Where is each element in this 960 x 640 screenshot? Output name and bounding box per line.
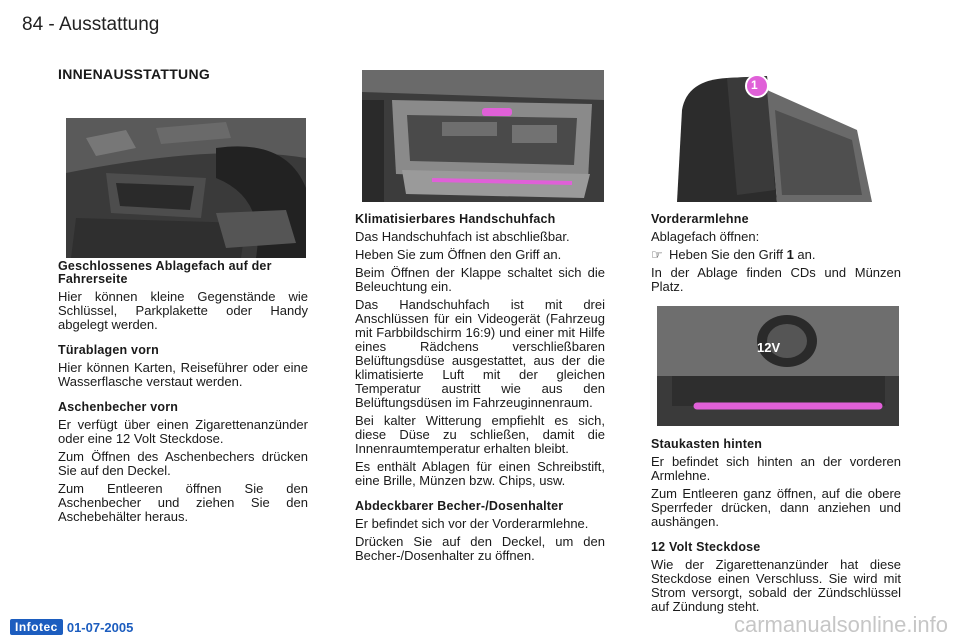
heading-driver-compartment: Geschlossenes Ablagefach auf der Fahrerseite bbox=[58, 259, 272, 286]
text-glove-box-5: Bei kalter Witterung empfiehlt es sich, diese Düse zu schließen, damit die Innenraumtemperatur erhalten bleibt. bbox=[355, 413, 605, 456]
heading-rear-storage: Staukasten hinten bbox=[651, 437, 763, 451]
text-glove-box-4: Das Handschuhfach ist mit drei Anschlüssen für ein Videogerät (Fahrzeug mit Farbbildschirm 16:9) und einer mit Hilfe eines Rädchens verschließbaren Belüftungsdüse ausgestattet, aus der die klimatisierte Luft mit der gleichen Temperatur austritt wie aus den Belüftungsdüsen im Fahrzeuginnenraum. bbox=[355, 297, 605, 410]
text-armrest-cds: In der Ablage finden CDs und Münzen Platz. bbox=[651, 265, 901, 294]
page-number: 84 bbox=[22, 14, 44, 35]
text-rear-storage-2: Zum Entleeren ganz öffnen, auf die obere Sperrfeder drücken, dann anziehen und aushängen. bbox=[651, 486, 901, 529]
armrest-marker-label: 1 bbox=[751, 78, 758, 92]
text-cup-holder-2: Drücken Sie auf den Deckel, um den Becher-/Dosenhalter zu öffnen. bbox=[355, 534, 605, 563]
text-ashtray-1: Er verfügt über einen Zigarettenanzünder oder eine 12 Volt Steckdose. bbox=[58, 417, 308, 446]
photo-driver-compartment bbox=[66, 118, 306, 258]
bullet-handle-number: 1 bbox=[786, 247, 794, 262]
header-separator: - bbox=[48, 14, 55, 35]
page-header bbox=[22, 14, 159, 36]
text-cup-holder-1: Er befindet sich vor der Vorderarmlehne. bbox=[355, 516, 589, 531]
column-middle bbox=[355, 213, 605, 567]
heading-front-armrest: Vorderarmlehne bbox=[651, 212, 749, 226]
text-armrest-intro: Ablagefach öffnen: bbox=[651, 229, 760, 244]
infotec-logo: Infotec bbox=[10, 619, 63, 635]
column-right-bottom bbox=[651, 438, 901, 618]
text-driver-compartment: Hier können kleine Gegenstände wie Schlüssel, Parkplakette oder Handy abgelegt werden. bbox=[58, 289, 308, 332]
photo-front-armrest bbox=[657, 70, 899, 202]
column-right-top bbox=[651, 213, 901, 298]
photo-rear-storage bbox=[657, 306, 899, 426]
chapter-title: Ausstattung bbox=[58, 14, 160, 35]
text-door-pockets: Hier können Karten, Reiseführer oder eine Wasserflasche verstaut werden. bbox=[58, 360, 308, 389]
text-glove-box-3: Beim Öffnen der Klappe schaltet sich die Beleuchtung ein. bbox=[355, 265, 605, 294]
footer-date: 01-07-2005 bbox=[66, 619, 134, 635]
watermark: carmanualsonline.info bbox=[733, 612, 948, 637]
footer bbox=[10, 619, 133, 635]
bullet-text-before: Heben Sie den Griff bbox=[669, 247, 787, 262]
text-ashtray-3: Zum Entleeren öffnen Sie den Aschenbecher und ziehen Sie den Aschebehälter heraus. bbox=[58, 481, 308, 524]
text-glove-box-6: Es enthält Ablagen für einen Schreibstift, eine Brille, Münzen bzw. Chips, usw. bbox=[355, 459, 605, 488]
text-ashtray-2: Zum Öffnen des Aschenbechers drücken Sie auf den Deckel. bbox=[58, 449, 308, 478]
heading-glove-box: Klimatisierbares Handschuhfach bbox=[355, 212, 556, 226]
text-glove-box-2: Heben Sie zum Öffnen den Griff an. bbox=[355, 247, 562, 262]
heading-cup-holder: Abdeckbarer Becher-/Dosenhalter bbox=[355, 499, 564, 513]
text-glove-box-1: Das Handschuhfach ist abschließbar. bbox=[355, 229, 570, 244]
text-rear-storage-1: Er befindet sich hinten an der vorderen Armlehne. bbox=[651, 454, 901, 483]
heading-12v-socket: 12 Volt Steckdose bbox=[651, 540, 761, 554]
photo-glove-box bbox=[362, 70, 604, 202]
armrest-bullet bbox=[651, 248, 901, 262]
section-title: INNENAUSSTATTUNG bbox=[58, 66, 211, 82]
socket-label: 12V bbox=[757, 340, 781, 355]
heading-door-pockets: Türablagen vorn bbox=[58, 343, 159, 357]
column-left bbox=[58, 260, 308, 528]
pointing-hand-icon: ☞ bbox=[651, 247, 663, 262]
heading-ashtray: Aschenbecher vorn bbox=[58, 400, 179, 414]
bullet-text-after: an. bbox=[793, 247, 816, 262]
text-12v-socket: Wie der Zigarettenanzünder hat diese Steckdose einen Verschluss. Sie wird mit Strom versorgt, sobald der Zündschlüssel auf Zündung steht. bbox=[651, 557, 901, 614]
